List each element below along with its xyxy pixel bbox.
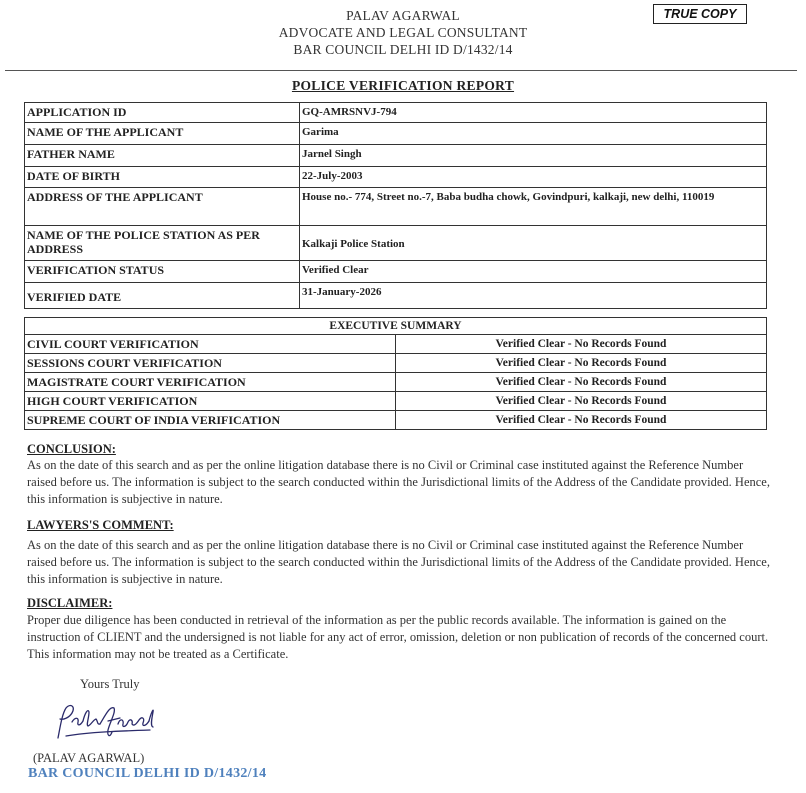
lawyers-comment-text: As on the date of this search and as per the online litigation database there is no Civil or Criminal case instituted against the Reference Number raised before us. The information is subject to the search conducted within the Jurisdictional limits of the Address of the Candidate provided. Hence, this information is subjective in nature.	[27, 538, 770, 586]
table-row	[25, 392, 767, 411]
table-row	[25, 335, 767, 354]
signer-name: (PALAV AGARWAL)	[33, 751, 145, 765]
label-applicant-name: NAME OF THE APPLICANT	[25, 123, 300, 145]
table-row	[25, 318, 767, 335]
label-high-court: HIGH COURT VERIFICATION	[25, 392, 396, 411]
yours-truly: Yours Truly	[80, 677, 140, 691]
label-magistrate-court: MAGISTRATE COURT VERIFICATION	[25, 373, 396, 392]
value-sessions-court: Verified Clear - No Records Found	[396, 354, 767, 373]
conclusion-title: CONCLUSION:	[27, 442, 116, 456]
value-address: House no.- 774, Street no.-7, Baba budha chowk, Govindpuri, kalkaji, new delhi, 110019	[300, 188, 767, 226]
value-supreme-court: Verified Clear - No Records Found	[396, 411, 767, 430]
label-verification-status: VERIFICATION STATUS	[25, 261, 300, 283]
table-row	[25, 261, 767, 283]
table-row	[25, 226, 767, 261]
value-father-name: Jarnel Singh	[300, 145, 767, 167]
report-title	[0, 77, 806, 95]
table-row	[25, 123, 767, 145]
signature-image	[50, 700, 160, 745]
label-civil-court: CIVIL COURT VERIFICATION	[25, 335, 396, 354]
footer-bar-id: BAR COUNCIL DELHI ID D/1432/14	[28, 766, 267, 781]
disclaimer-title: DISCLAIMER:	[27, 596, 113, 610]
report-title-text: POLICE VERIFICATION REPORT	[291, 78, 515, 93]
value-high-court: Verified Clear - No Records Found	[396, 392, 767, 411]
label-application-id: APPLICATION ID	[25, 103, 300, 123]
value-magistrate-court: Verified Clear - No Records Found	[396, 373, 767, 392]
applicant-details-table	[24, 102, 767, 309]
value-application-id: GQ-AMRSNVJ-794	[300, 103, 767, 123]
value-verification-status: Verified Clear	[300, 261, 767, 283]
letterhead-title: ADVOCATE AND LEGAL CONSULTANT	[278, 25, 528, 40]
label-supreme-court: SUPREME COURT OF INDIA VERIFICATION	[25, 411, 396, 430]
value-verified-date: 31-January-2026	[300, 283, 767, 309]
table-row	[25, 167, 767, 188]
lawyers-comment-title: LAWYERS'S COMMENT:	[27, 518, 174, 532]
label-sessions-court: SESSIONS COURT VERIFICATION	[25, 354, 396, 373]
label-verified-date: VERIFIED DATE	[25, 283, 300, 309]
table-row	[25, 354, 767, 373]
table-row	[25, 188, 767, 226]
label-father-name: FATHER NAME	[25, 145, 300, 167]
table-row	[25, 103, 767, 123]
table-row	[25, 145, 767, 167]
table-row	[25, 283, 767, 309]
value-civil-court: Verified Clear - No Records Found	[396, 335, 767, 354]
table-row	[25, 411, 767, 430]
conclusion-text: As on the date of this search and as per the online litigation database there is no Civil or Criminal case instituted against the Reference Number raised before us. The information is subject to the search conducted within the Jurisdictional limits of the Address of the Candidate provided. Hence, this information is subjective in nature.	[27, 458, 770, 506]
letterhead-name: PALAV AGARWAL	[346, 8, 460, 23]
executive-summary-table	[24, 317, 767, 430]
header-divider	[5, 70, 797, 71]
disclaimer-text: Proper due diligence has been conducted in retrieval of the information as per the public records available. The information is gained on the instruction of CLIENT and the undersigned is not liable for any act of error, omission, deletion or non publication of records of the concerned court. This information may not be treated as a Certificate.	[27, 613, 769, 661]
executive-summary-heading: EXECUTIVE SUMMARY	[25, 318, 767, 335]
letterhead-bar-id: BAR COUNCIL DELHI ID D/1432/14	[293, 42, 513, 57]
true-copy-stamp: TRUE COPY	[653, 4, 747, 24]
label-police-station: NAME OF THE POLICE STATION AS PER ADDRESS	[25, 226, 300, 261]
label-address: ADDRESS OF THE APPLICANT	[25, 188, 300, 226]
label-date-of-birth: DATE OF BIRTH	[25, 167, 300, 188]
table-row	[25, 373, 767, 392]
value-police-station: Kalkaji Police Station	[300, 226, 767, 261]
value-applicant-name: Garima	[300, 123, 767, 145]
value-date-of-birth: 22-July-2003	[300, 167, 767, 188]
